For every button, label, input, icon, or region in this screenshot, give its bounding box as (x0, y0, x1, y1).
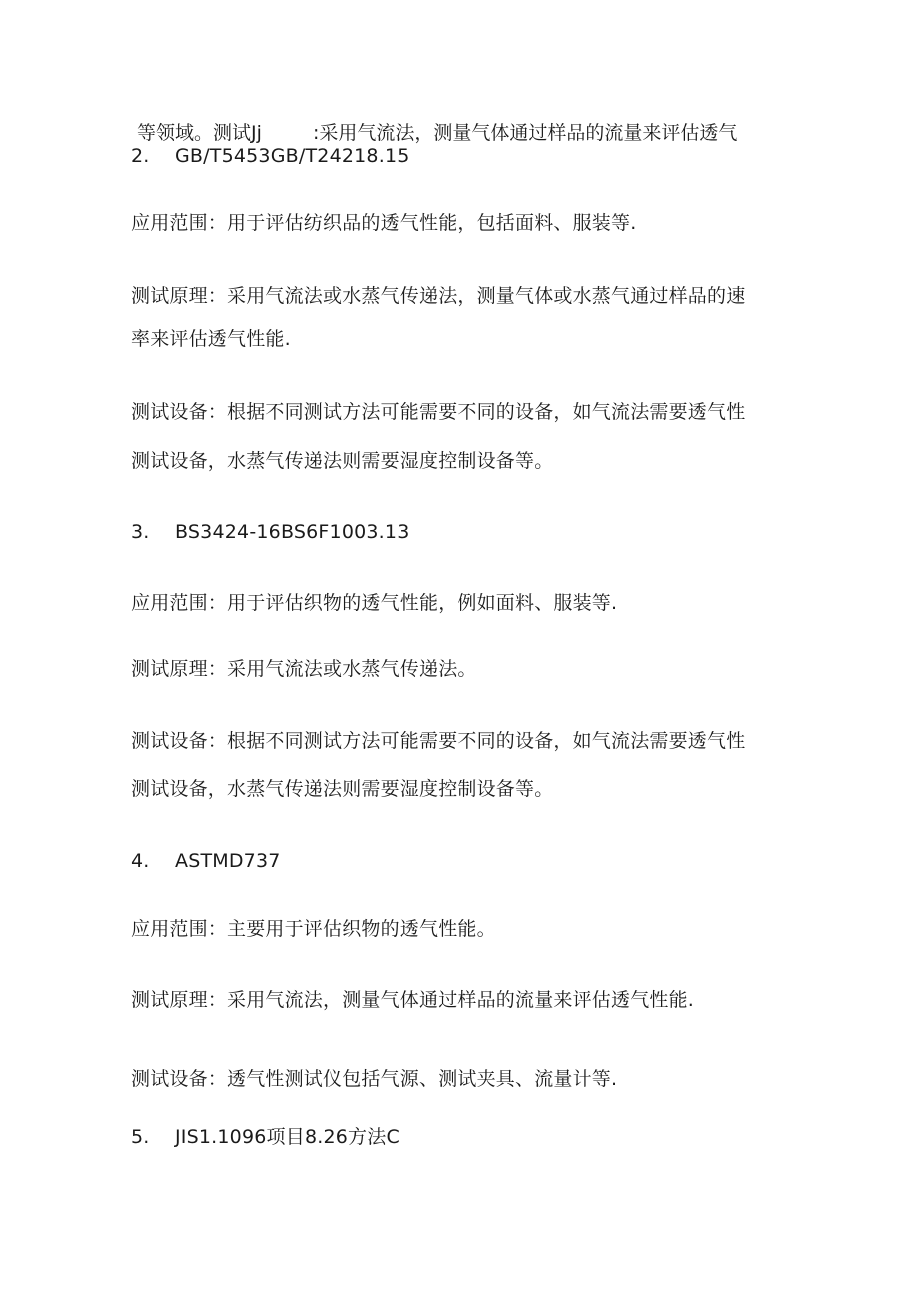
section-2-equipment-line1: 测试设备：根据不同测试方法可能需要不同的设备，如气流法需要透气性 (131, 401, 746, 423)
section-3-equipment-line1: 测试设备：根据不同测试方法可能需要不同的设备，如气流法需要透气性 (131, 730, 746, 752)
section-2-principle-line1: 测试原理：采用气流法或水蒸气传递法，测量气体或水蒸气通过样品的速 (131, 285, 746, 307)
section-heading-2 (131, 144, 410, 168)
section-number: 4. (131, 850, 150, 872)
section-title: BS3424-16BS6F1003.13 (175, 521, 410, 543)
section-title: JIS1.1096项目8.26方法C (175, 1126, 400, 1148)
section-4-principle: 测试原理：采用气流法，测量气体通过样品的流量来评估透气性能. (131, 989, 695, 1011)
section-3-principle: 测试原理：采用气流法或水蒸气传递法。 (131, 658, 477, 680)
section-4-scope: 应用范围：主要用于评估织物的透气性能。 (131, 918, 496, 940)
fragment-text-a: 等领域。测试Jj (137, 122, 262, 144)
section-title: GB/T5453GB/T24218.15 (175, 145, 410, 167)
section-2-scope: 应用范围：用于评估纺织品的透气性能，包括面料、服装等. (131, 212, 637, 234)
section-3-equipment-line2: 测试设备，水蒸气传递法则需要湿度控制设备等。 (131, 778, 554, 800)
section-number: 5. (131, 1126, 150, 1148)
section-number: 3. (131, 521, 150, 543)
section-2-equipment-line2: 测试设备，水蒸气传递法则需要湿度控制设备等。 (131, 450, 554, 472)
section-3-scope: 应用范围：用于评估织物的透气性能，例如面料、服装等. (131, 592, 618, 614)
section-heading-3 (131, 520, 410, 544)
section-heading-5 (131, 1125, 400, 1149)
section-2-principle-line2: 率来评估透气性能. (131, 328, 291, 350)
section-heading-4 (131, 849, 281, 873)
section-title: ASTMD737 (175, 850, 281, 872)
section-4-equipment: 测试设备：透气性测试仪包括气源、测试夹具、流量计等. (131, 1068, 618, 1090)
section-number: 2. (131, 145, 150, 167)
fragment-text-b: :采用气流法，测量气体通过样品的流量来评估透气 (313, 122, 738, 144)
